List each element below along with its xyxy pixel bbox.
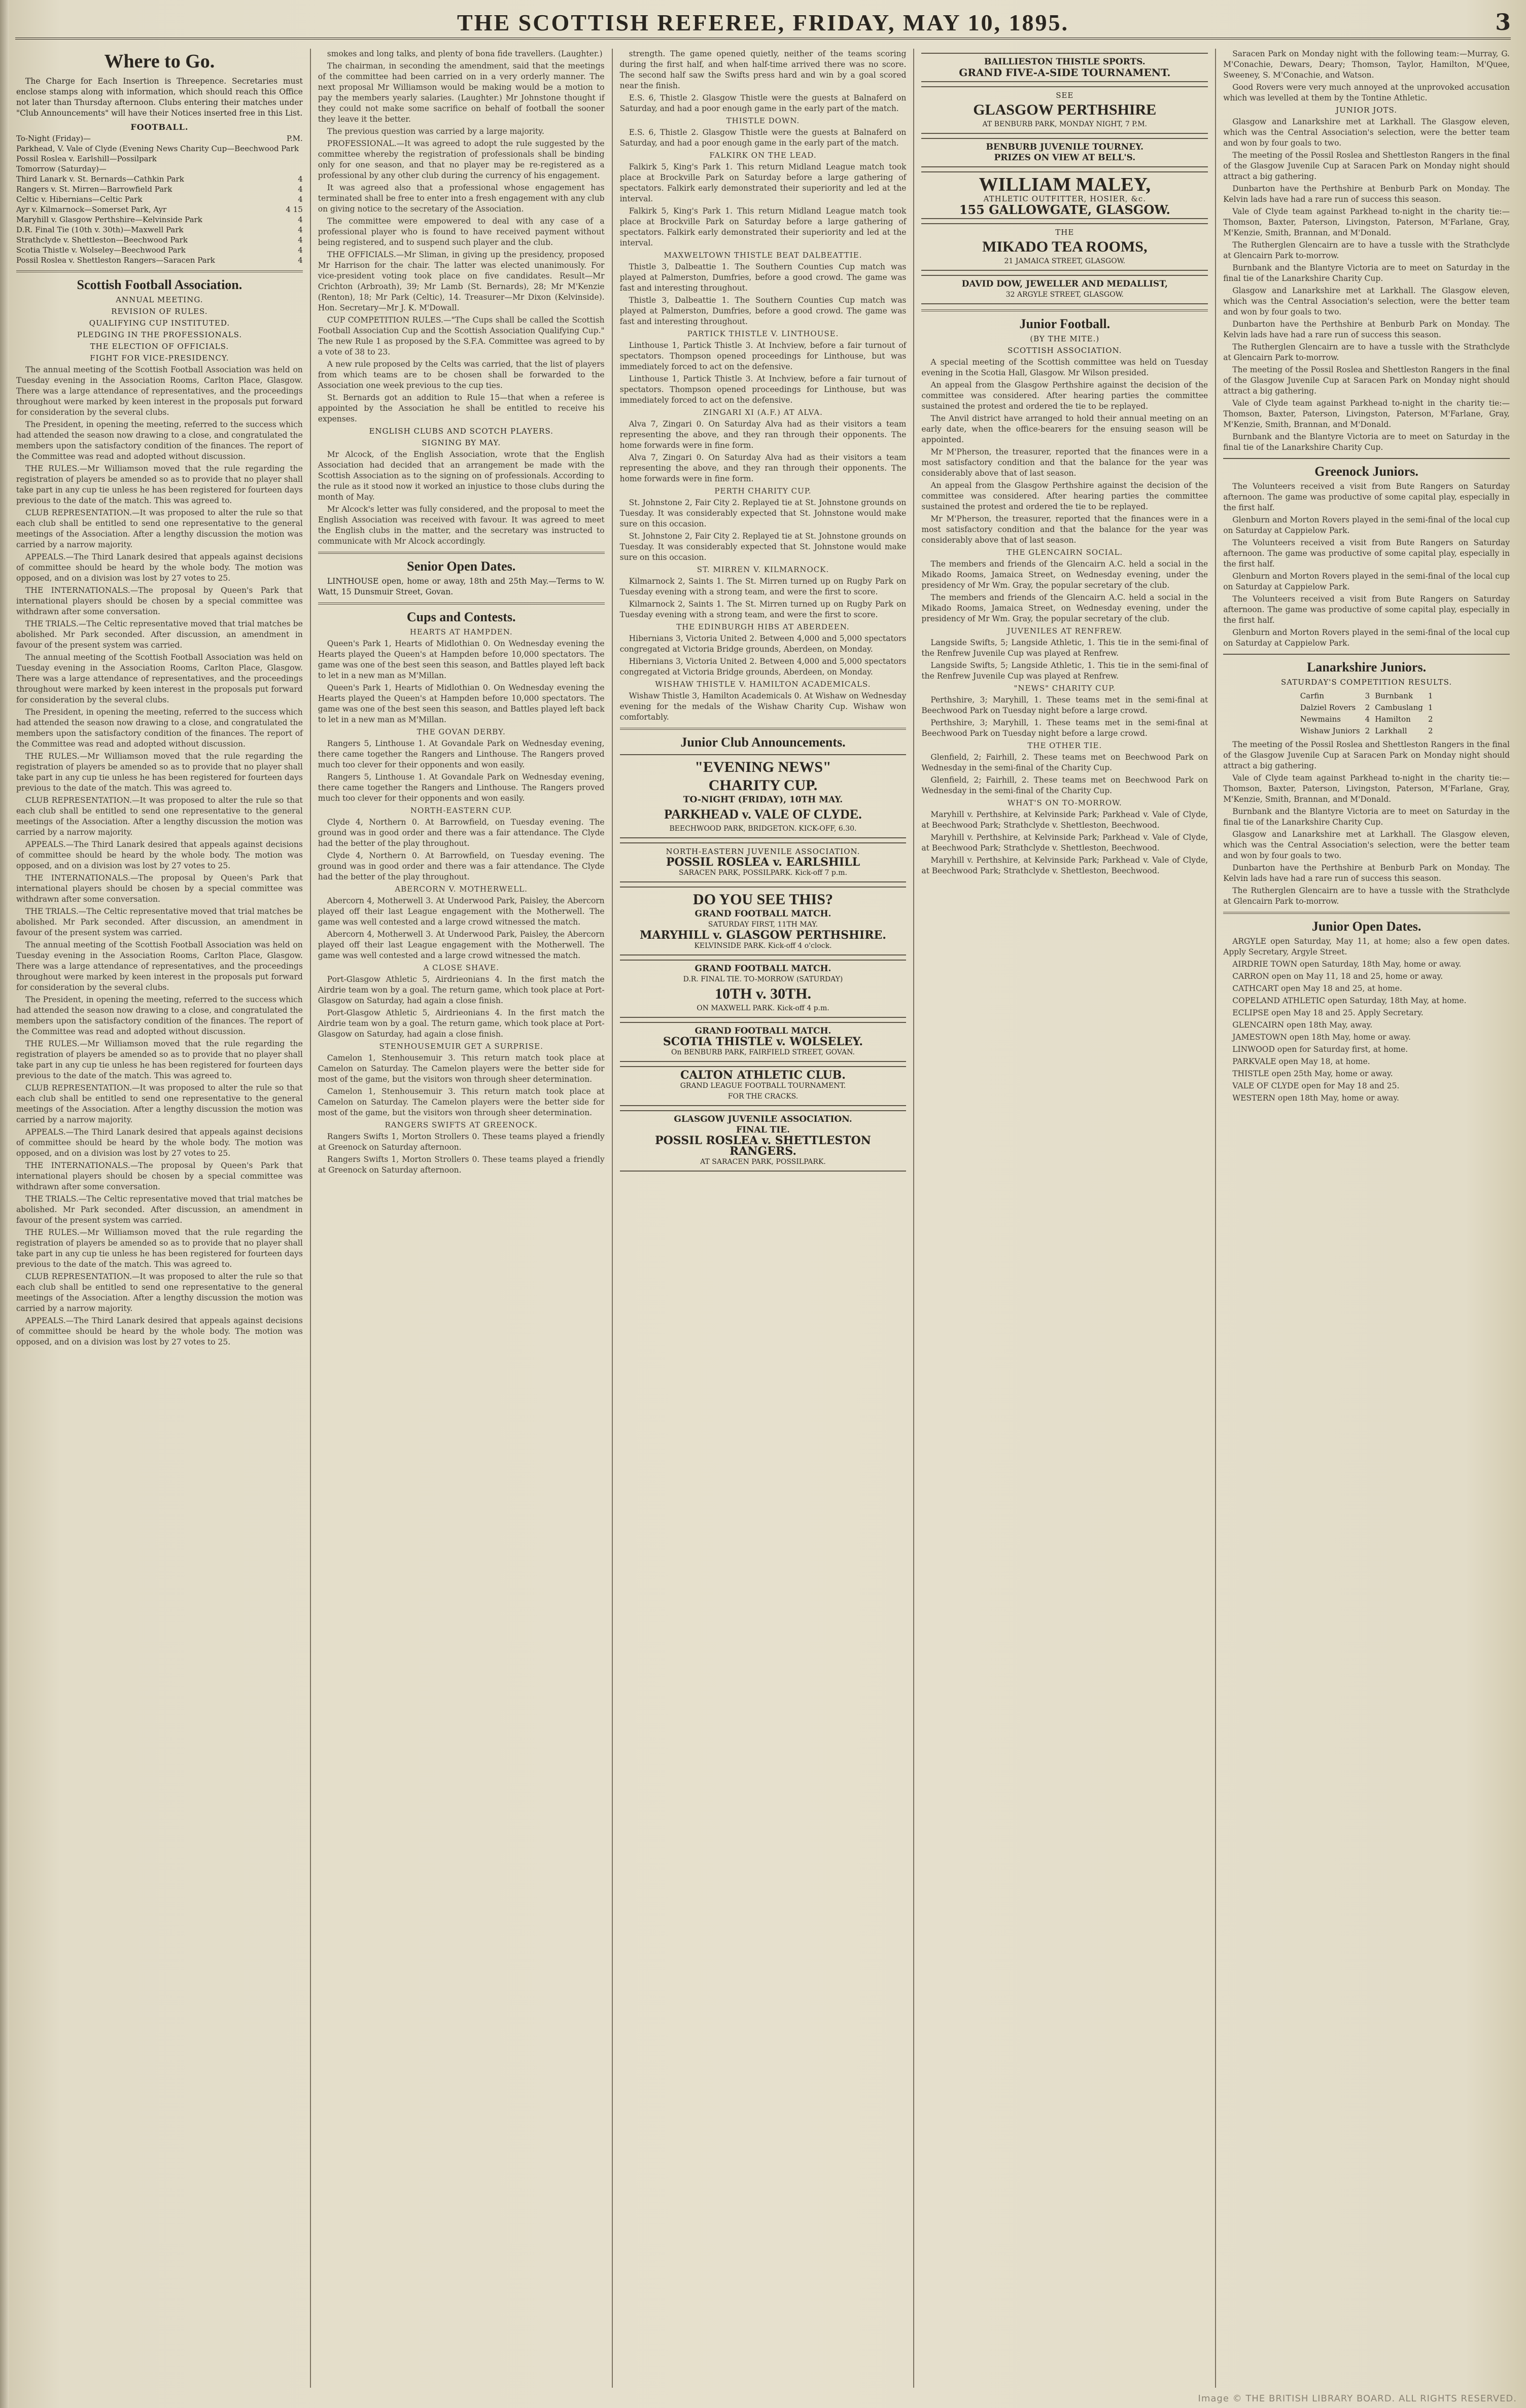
column-1	[9, 49, 311, 2388]
column-5	[1216, 49, 1517, 2388]
junior-open-dates-list: ARGYLE open Saturday, May 11, at home; also a few open dates. Apply Secretary, Argyle Street. AIRDRIE TOWN open Saturday, 18th May, home or away. CARRON open on May 11, 18 and 25, home or away. CATHCART open May 18 and 25, at home. COPELAND ATHLETIC open Saturday, 18th May, at home. ECLIPSE open May 18 and 25. Apply Secretary. GLENCAIRN open 18th May, away. JAMESTOWN open 18th May, home or away. LINWOOD open for Saturday first, at home. PARKVALE open May 18, at home. THISTLE open 25th May, home or away. VALE OF CLYDE open for May 18 and 25. WESTERN open 18th May, home or away.	[1223, 937, 1510, 1103]
sfa-subhead: FIGHT FOR VICE-PRESIDENCY.	[90, 353, 229, 363]
image-credit: Image © THE BRITISH LIBRARY BOARD. ALL RIGHTS RESERVED.	[1198, 2393, 1517, 2404]
greenock-juniors-article: The Volunteers received a visit from Bute Rangers on Saturday afternoon. The game was productive of some capital play, especially in the first half. Glenburn and Morton Rovers played in the semi-final of the local cup on Saturday at Cappielow Park. The Volunteers received a visit from Bute Rangers on Saturday afternoon. The game was productive of some capital play, especially in the first half. Glenburn and Morton Rovers played in the semi-final of the local cup on Saturday at Cappielow Park. The Volunteers received a visit from Bute Rangers on Saturday afternoon. The game was productive of some capital play, especially in the first half. Glenburn and Morton Rovers played in the semi-final of the local cup on Saturday at Cappielow Park.	[1223, 482, 1510, 648]
fixture-item: Possil Roslea v. Shettleston Rangers—Saracen Park 4	[16, 256, 303, 265]
senior-open-dates-text: LINTHOUSE open, home or away, 18th and 25th May.—Terms to W. Watt, 15 Dunsmuir Street, Govan.	[318, 577, 605, 596]
table-row: Carfin 3 Burnbank 1	[1300, 691, 1433, 700]
results-table	[1297, 690, 1436, 737]
divider	[1223, 912, 1510, 914]
divider	[1223, 458, 1510, 459]
junior-football-heading: Junior Football.	[1019, 316, 1111, 331]
perthshire-benburb-ad: SEE GLASGOW PERTHSHIRE AT BENBURB PARK, MONDAY NIGHT, 7 P.M.	[921, 86, 1208, 134]
north-eastern-juvenile-ad: NORTH-EASTERN JUVENILE ASSOCIATION. POSSIL ROSLEA v. EARLSHILL SARACEN PARK, POSSILPARK. Kick-off 7 p.m.	[620, 842, 907, 882]
english-clubs-heading: ENGLISH CLUBS AND SCOTCH PLAYERS.	[369, 427, 553, 436]
table-row: Wishaw Juniors 2 Larkhall 2	[1300, 726, 1433, 735]
masthead-title: THE SCOTTISH REFEREE, FRIDAY, MAY 10, 1895.	[457, 9, 1069, 36]
divider	[1223, 654, 1510, 655]
divider	[318, 552, 605, 554]
divider	[318, 603, 605, 605]
football-heading: FOOTBALL.	[130, 122, 189, 132]
english-clubs-article: Mr Alcock, of the English Association, wrote that the English Association had decided that an arrangement be made with the Scottish Association as to the signing on of professionals. According to the rule as it stood now it worked an injustice to those clubs during the month of May. Mr Alcock's letter was fully considered, and the proposal to meet the English Association was received with favour. It was agreed to meet the English clubs in the matter, and the secretary was instructed to communicate with Mr Alcock accordingly.	[318, 450, 605, 546]
scotia-wolseley-ad: GRAND FOOTBALL MATCH. SCOTIA THISTLE v. WOLSELEY. On BENBURB PARK, FAIRFIELD STREET, GOVAN.	[620, 1022, 907, 1062]
junior-open-dates-heading: Junior Open Dates.	[1311, 919, 1421, 934]
divider	[921, 309, 1208, 311]
column-2	[311, 49, 613, 2388]
william-maley-ad: WILLIAM MALEY, ATHLETIC OUTFITTER, HOSIER, &c. 155 GALLOWGATE, GLASGOW.	[921, 171, 1208, 219]
match-reports: strength. The game opened quietly, neither of the teams scoring during the first half, and when half-time arrived there was no score. The second half saw the Swifts press hard and win by a goal scored near the finish. E.S. 6, Thistle 2. Glasgow Thistle were the guests at Balnaferd on Saturday, and had a poor enough game in the early part of the match. THISTLE DOWN. E.S. 6, Thistle 2. Glasgow Thistle were the guests at Balnaferd on Saturday, and had a poor enough game in the early part of the match. FALKIRK ON THE LEAD. Falkirk 5, King's Park 1. This return Midland League match took place at Brockville Park on Saturday before a large gathering of spectators. Falkirk early demonstrated their superiority and led at the interval. Falkirk 5, King's Park 1. This return Midland League match took place at Brockville Park on Saturday before a large gathering of spectators. Falkirk early demonstrated their superiority and led at the interval. MAXWELTOWN THISTLE BEAT DALBEATTIE. Thistle 3, Dalbeattie 1. The Southern Counties Cup match was played at Palmerston, Dumfries, before a good crowd. The game was fast and interesting throughout. Thistle 3, Dalbeattie 1. The Southern Counties Cup match was played at Palmerston, Dumfries, before a good crowd. The game was fast and interesting throughout. PARTICK THISTLE V. LINTHOUSE. Linthouse 1, Partick Thistle 3. At Inchview, before a fair turnout of spectators. Thompson opened proceedings for Linthouse, but was immediately forced to act on the defensive. Linthouse 1, Partick Thistle 3. At Inchview, before a fair turnout of spectators. Thompson opened proceedings for Linthouse, but was immediately forced to act on the defensive. ZINGARI XI (A.F.) AT ALVA. Alva 7, Zingari 0. On Saturday Alva had as their visitors a team representing the above, and they ran through their opponents. The home forwards were in fine form. Alva 7, Zingari 0. On Saturday Alva had as their visitors a team representing the above, and they ran through their opponents. The home forwards were in fine form. PERTH CHARITY CUP. St. Johnstone 2, Fair City 2. Replayed tie at St. Johnstone grounds on Tuesday. It was considerably expected that St. Johnstone would make sure on this occasion. St. Johnstone 2, Fair City 2. Replayed tie at St. Johnstone grounds on Tuesday. It was considerably expected that St. Johnstone would make sure on this occasion. ST. MIRREN V. KILMARNOCK. Kilmarnock 2, Saints 1. The St. Mirren turned up on Rugby Park on Tuesday evening with a strong team, and were the first to score. Kilmarnock 2, Saints 1. The St. Mirren turned up on Rugby Park on Tuesday evening with a strong team, and were the first to score. THE EDINBURGH HIBS AT ABERDEEN. Hibernians 3, Victoria United 2. Between 4,000 and 5,000 spectators congregated at Victoria Bridge grounds, Aberdeen, on Monday. Hibernians 3, Victoria United 2. Between 4,000 and 5,000 spectators congregated at Victoria Bridge grounds, Aberdeen, on Monday. WISHAW THISTLE V. HAMILTON ACADEMICALS. Wishaw Thistle 3, Hamilton Academicals 0. At Wishaw on Wednesday evening for the medals of the Wishaw Charity Cup. Wishaw won comfortably.	[619, 49, 907, 722]
dr-final-tie-ad: GRAND FOOTBALL MATCH. D.R. FINAL TIE. TO-MORROW (SATURDAY) 10TH v. 30TH. ON MAXWELL PARK. Kick-off 4 p.m.	[620, 960, 907, 1018]
fixture-item: Rangers v. St. Mirren—Barrowfield Park 4	[16, 185, 303, 194]
divider	[16, 270, 303, 272]
evening-news-charity-cup-ad: "EVENING NEWS" CHARITY CUP. TO-NIGHT (FRIDAY), 10TH MAY. PARKHEAD v. VALE OF CLYDE. BEECHWOOD PARK, BRIDGETON. KICK-OFF, 6.30.	[620, 754, 907, 838]
lanarkshire-article: The meeting of the Possil Roslea and Shettleston Rangers in the final of the Glasgow Juvenile Cup at Saracen Park on Monday night should attract a big gathering. Vale of Clyde team against Parkhead to-night in the charity tie:—Thomson, Baxter, Paterson, Livingston, Paterson, M'Farlane, Gray, M'Kenzie, Smith, Brannan, and M'Donald. Burnbank and the Blantyre Victoria are to meet on Saturday in the final tie of the Lanarkshire Charity Cup. Glasgow and Lanarkshire met at Larkhall. The Glasgow eleven, which was the Central Association's selection, were the better team and won by four goals to two. Dunbarton have the Perthshire at Benburb Park on Monday. The Kelvin lads have had a rare run of success this season. The Rutherglen Glencairn are to have a tussle with the Strathclyde at Glencairn Park to-morrow.	[1223, 740, 1510, 906]
greenock-juniors-heading: Greenock Juniors.	[1314, 464, 1418, 479]
where-to-go-intro: The Charge for Each Insertion is Threepence. Secretaries must enclose stamps along with information, which should reach this Office not later than Thursday afternoon. Clubs entering their matches under "Club Announcements" will have their Notices inserted free in this List.	[16, 77, 303, 118]
maryhill-perthshire-ad: DO YOU SEE THIS? GRAND FOOTBALL MATCH. SATURDAY FIRST, 11TH MAY. MARYHILL v. GLASGOW PERTHSHIRE. KELVINSIDE PARK. Kick-off 4 o'clock.	[620, 887, 907, 955]
lanarkshire-results-subhead: SATURDAY'S COMPETITION RESULTS.	[1280, 678, 1452, 687]
cups-article: HEARTS AT HAMPDEN. Queen's Park 1, Hearts of Midlothian 0. On Wednesday evening the Hearts played the Queen's at Hampden before 10,000 spectators. The game was one of the best seen this season, and Battles played left back to let in a new man as M'Millan. Queen's Park 1, Hearts of Midlothian 0. On Wednesday evening the Hearts played the Queen's at Hampden before 10,000 spectators. The game was one of the best seen this season, and Battles played left back to let in a new man as M'Millan. THE GOVAN DERBY. Rangers 5, Linthouse 1. At Govandale Park on Wednesday evening, there came together the Rangers and Linthouse. The Rangers proved much too clever for their opponents and won easily. Rangers 5, Linthouse 1. At Govandale Park on Wednesday evening, there came together the Rangers and Linthouse. The Rangers proved much too clever for their opponents and won easily. NORTH-EASTERN CUP. Clyde 4, Northern 0. At Barrowfield, on Tuesday evening. The ground was in good order and there was a fair attendance. The Clyde had the better of the play throughout. Clyde 4, Northern 0. At Barrowfield, on Tuesday evening. The ground was in good order and there was a fair attendance. The Clyde had the better of the play throughout. ABERCORN V. MOTHERWELL. Abercorn 4, Motherwell 3. At Underwood Park, Paisley, the Abercorn played off their last League engagement with the Motherwell. The game was well contested and a large crowd witnessed the match. Abercorn 4, Motherwell 3. At Underwood Park, Paisley, the Abercorn played off their last League engagement with the Motherwell. The game was well contested and a large crowd witnessed the match. A CLOSE SHAVE. Port-Glasgow Athletic 5, Airdrieonians 4. In the first match the Airdrie team won by a goal. The return game, which took place at Port-Glasgow on Saturday, had again a close finish. Port-Glasgow Athletic 5, Airdrieonians 4. In the first match the Airdrie team won by a goal. The return game, which took place at Port-Glasgow on Saturday, had again a close finish. STENHOUSEMUIR GET A SURPRISE. Camelon 1, Stenhousemuir 3. This return match took place at Camelon on Saturday. The Camelon players were the better side for most of the game, but the visitors won through sheer determination. Camelon 1, Stenhousemuir 3. This return match took place at Camelon on Saturday. The Camelon players were the better side for most of the game, but the visitors won through sheer determination. RANGERS SWIFTS AT GREENOCK. Rangers Swifts 1, Morton Strollers 0. These teams played a friendly at Greenock on Saturday afternoon. Rangers Swifts 1, Morton Strollers 0. These teams played a friendly at Greenock on Saturday afternoon.	[318, 627, 605, 1175]
fixture-item: Third Lanark v. St. Bernards—Cathkin Park 4	[16, 174, 303, 184]
junior-notes-continued: Saracen Park on Monday night with the following team:—Murray, G. M'Conachie, Dewars, Deary; Thomson, Taylor, Hamilton, M'Quee, Sweeney, S. M'Conachie, and Watson. Good Rovers were very much annoyed at the unprovoked accusation which was levelled at them by the Tontine Athletic.	[1223, 49, 1510, 102]
table-row: Newmains 4 Hamilton 2	[1300, 715, 1433, 724]
masthead	[15, 7, 1511, 40]
junior-jots-article: Glasgow and Lanarkshire met at Larkhall. The Glasgow eleven, which was the Central Association's selection, were the better team and won by four goals to two. The meeting of the Possil Roslea and Shettleston Rangers in the final of the Glasgow Juvenile Cup at Saracen Park on Monday night should attract a big gathering. Dunbarton have the Perthshire at Benburb Park on Monday. The Kelvin lads have had a rare run of success this season. Vale of Clyde team against Parkhead to-night in the charity tie:—Thomson, Baxter, Paterson, Livingston, Paterson, M'Farlane, Gray, M'Kenzie, Smith, Brannan, and M'Donald. The Rutherglen Glencairn are to have a tussle with the Strathclyde at Glencairn Park to-morrow. Burnbank and the Blantyre Victoria are to meet on Saturday in the final tie of the Lanarkshire Charity Cup. Glasgow and Lanarkshire met at Larkhall. The Glasgow eleven, which was the Central Association's selection, were the better team and won by four goals to two. Dunbarton have the Perthshire at Benburb Park on Monday. The Kelvin lads have had a rare run of success this season. The Rutherglen Glencairn are to have a tussle with the Strathclyde at Glencairn Park to-morrow. The meeting of the Possil Roslea and Shettleston Rangers in the final of the Glasgow Juvenile Cup at Saracen Park on Monday night should attract a big gathering. Vale of Clyde team against Parkhead to-night in the charity tie:—Thomson, Baxter, Paterson, Livingston, Paterson, M'Farlane, Gray, M'Kenzie, Smith, Brannan, and M'Donald. Burnbank and the Blantyre Victoria are to meet on Saturday in the final tie of the Lanarkshire Charity Cup.	[1223, 117, 1510, 452]
junior-football-article: A special meeting of the Scottish committee was held on Tuesday evening in the Scotia Hall, Glasgow. Mr Wilson presided. An appeal from the Glasgow Perthshire against the decision of the committee was considered. After hearing parties the committee sustained the protest and ordered the tie to be replayed. The Anvil district have arranged to hold their annual meeting on an early date, when the office-bearers for the ensuing season will be appointed. Mr M'Pherson, the treasurer, reported that the finances were in a most satisfactory condition and that the balance for the year was considerably above that of last season. An appeal from the Glasgow Perthshire against the decision of the committee was considered. After hearing parties the committee sustained the protest and ordered the tie to be replayed. Mr M'Pherson, the treasurer, reported that the finances were in a most satisfactory condition and that the balance for the year was considerably above that of last season. THE GLENCAIRN SOCIAL. The members and friends of the Glencairn A.C. held a social in the Mikado Rooms, Jamaica Street, on Wednesday evening, under the presidency of Mr Wm. Gray, the popular secretary of the club. The members and friends of the Glencairn A.C. held a social in the Mikado Rooms, Jamaica Street, on Wednesday evening, under the presidency of Mr Wm. Gray, the popular secretary of the club. JUVENILES AT RENFREW. Langside Swifts, 5; Langside Athletic, 1. This tie in the semi-final of the Renfrew Juvenile Cup was played at Renfrew. Langside Swifts, 5; Langside Athletic, 1. This tie in the semi-final of the Renfrew Juvenile Cup was played at Renfrew. "NEWS" CHARITY CUP. Perthshire, 3; Maryhill, 1. These teams met in the semi-final at Beechwood Park on Tuesday night before a large crowd. Perthshire, 3; Maryhill, 1. These teams met in the semi-final at Beechwood Park on Tuesday night before a large crowd. THE OTHER TIE. Glenfield, 2; Fairhill, 2. These teams met on Beechwood Park on Wednesday in the semi-final of the Charity Cup. Glenfield, 2; Fairhill, 2. These teams met on Beechwood Park on Wednesday in the semi-final of the Charity Cup. WHAT'S ON TO-MORROW. Maryhill v. Perthshire, at Kelvinside Park; Parkhead v. Vale of Clyde, at Beechwood Park; Strathclyde v. Shettleston, Beechwood. Maryhill v. Perthshire, at Kelvinside Park; Parkhead v. Vale of Clyde, at Beechwood Park; Strathclyde v. Shettleston, Beechwood. Maryhill v. Perthshire, at Kelvinside Park; Parkhead v. Vale of Clyde, at Beechwood Park; Strathclyde v. Shettleston, Beechwood.	[921, 358, 1208, 875]
divider	[620, 728, 907, 730]
english-clubs-subhead: SIGNING BY MAY.	[422, 438, 501, 447]
page-gutter-shadow	[0, 0, 9, 2408]
sfa-subhead: PLEDGING IN THE PROFESSIONALS.	[77, 330, 242, 339]
sfa-heading: Scottish Football Association.	[77, 277, 242, 292]
fixture-item: Strathclyde v. Shettleston—Beechwood Park 4	[16, 235, 303, 244]
page-number: 3	[1495, 9, 1511, 36]
sfa-subhead: ANNUAL MEETING.	[116, 295, 203, 304]
junior-football-byline: (BY THE MITE.)	[1030, 334, 1100, 343]
fixture-item: Celtic v. Hibernians—Celtic Park 4	[16, 195, 303, 204]
senior-open-dates-heading: Senior Open Dates.	[407, 559, 516, 574]
columns	[9, 49, 1517, 2388]
table-row: Dalziel Rovers 2 Cambuslang 1	[1300, 703, 1433, 712]
fixture-item: To-Night (Friday)— P.M.	[16, 134, 303, 143]
junior-jots-heading: JUNIOR JOTS.	[1336, 105, 1398, 115]
mikado-tea-rooms-ad: THE MIKADO TEA ROOMS, 21 JAMAICA STREET, GLASGOW.	[921, 223, 1208, 271]
calton-athletic-ad: CALTON ATHLETIC CLUB. GRAND LEAGUE FOOTBALL TOURNAMENT. FOR THE CRACKS.	[620, 1066, 907, 1106]
fixture-list	[16, 133, 303, 265]
where-to-go-heading: Where to Go.	[104, 51, 215, 72]
fixture-item: Possil Roslea v. Earlshill—Possilpark	[16, 154, 157, 163]
rules-article-continued: smokes and long talks, and plenty of bona fide travellers. (Laughter.) The chairman, in seconding the amendment, said that the meetings of the committee had been carried on in a very orderly manner. The next proposal Mr Williamson would be making would be a motion to pay the members yearly salaries. (Laughter.) Mr Johnstone thought if they could not make some sacrifice on behalf of football the sooner they leave it the better. The previous question was carried by a large majority. PROFESSIONAL.—It was agreed to adopt the rule suggested by the committee whereby the registration of professionals shall be binding only for one season, and that no player may be re-registered as a professional by any other club during the currency of his engagement. It was agreed also that a professional whose engagement has terminated shall be free to enter into a fresh engagement with any club on giving notice to the secretary of the Association. The committee were empowered to deal with any case of a professional player who is found to have received payment without being registered, and to suspend such player and the club. THE OFFICIALS.—Mr Sliman, in giving up the presidency, proposed Mr Harrison for the chair. The latter was elected unanimously. For vice-president voting took place on five candidates. Result—Mr Crichton (Arbroath), 39; Mr Lamb (St. Bernards), 28; Mr M'Kenzie (Renton), 18; Mr Park (Celtic), 14. Treasurer—Mr Dixon (Kelvinside). Hon. Secretary—Mr J. K. M'Dowall. CUP COMPETITION RULES.—"The Cups shall be called the Scottish Football Association Cup and the Scottish Association Qualifying Cup." The new Rule 1 as proposed by the S.F.A. Committee was agreed to by a vote of 38 to 23. A new rule proposed by the Celts was carried, that the list of players from which teams are to be chosen shall be forwarded to the Association one week previous to the cup ties. St. Bernards got an addition to Rule 15—that when a referee is appointed by the Association he shall be entitled to receive his expenses.	[318, 49, 605, 423]
junior-club-announcements-heading: Junior Club Announcements.	[680, 735, 846, 750]
fixture-item: Tomorrow (Saturday)—	[16, 164, 107, 173]
lanarkshire-juniors-heading: Lanarkshire Juniors.	[1307, 660, 1427, 675]
sfa-subhead: REVISION OF RULES.	[111, 307, 208, 316]
fixture-item: Maryhill v. Glasgow Perthshire—Kelvinside Park 4	[16, 215, 303, 224]
fixture-item: Scotia Thistle v. Wolseley—Beechwood Park 4	[16, 245, 303, 255]
sfa-subhead: THE ELECTION OF OFFICIALS.	[90, 342, 229, 351]
sfa-article: The annual meeting of the Scottish Football Association was held on Tuesday evening in the Association Rooms, Carlton Place, Glasgow. There was a large attendance of representatives, and the proceedings throughout were marked by keen interest in the proposals put forward for consideration by the several clubs. The President, in opening the meeting, referred to the success which had attended the season now drawing to a close, and congratulated the members upon the satisfactory condition of the finances. The report of the Committee was read and adopted without discussion. THE RULES.—Mr Williamson moved that the rule regarding the registration of players be amended so as to provide that no player shall take part in any cup tie unless he has been registered for fourteen days previous to the date of the match. This was agreed to. CLUB REPRESENTATION.—It was proposed to alter the rule so that each club shall be entitled to send one representative to the general meetings of the Association. After a lengthy discussion the motion was carried by a narrow majority. APPEALS.—The Third Lanark desired that appeals against decisions of committee should be heard by the whole body. The motion was opposed, and on a division was lost by 27 votes to 25. THE INTERNATIONALS.—The proposal by Queen's Park that international players should be chosen by a special committee was withdrawn after some conversation. THE TRIALS.—The Celtic representative moved that trial matches be abolished. Mr Park seconded. After discussion, an amendment in favour of the present system was carried. The annual meeting of the Scottish Football Association was held on Tuesday evening in the Association Rooms, Carlton Place, Glasgow. There was a large attendance of representatives, and the proceedings throughout were marked by keen interest in the proposals put forward for consideration by the several clubs. The President, in opening the meeting, referred to the success which had attended the season now drawing to a close, and congratulated the members upon the satisfactory condition of the finances. The report of the Committee was read and adopted without discussion. THE RULES.—Mr Williamson moved that the rule regarding the registration of players be amended so as to provide that no player shall take part in any cup tie unless he has been registered for fourteen days previous to the date of the match. This was agreed to. CLUB REPRESENTATION.—It was proposed to alter the rule so that each club shall be entitled to send one representative to the general meetings of the Association. After a lengthy discussion the motion was carried by a narrow majority. APPEALS.—The Third Lanark desired that appeals against decisions of committee should be heard by the whole body. The motion was opposed, and on a division was lost by 27 votes to 25. THE INTERNATIONALS.—The proposal by Queen's Park that international players should be chosen by a special committee was withdrawn after some conversation. THE TRIALS.—The Celtic representative moved that trial matches be abolished. Mr Park seconded. After discussion, an amendment in favour of the present system was carried. The annual meeting of the Scottish Football Association was held on Tuesday evening in the Association Rooms, Carlton Place, Glasgow. There was a large attendance of representatives, and the proceedings throughout were marked by keen interest in the proposals put forward for consideration by the several clubs. The President, in opening the meeting, referred to the success which had attended the season now drawing to a close, and congratulated the members upon the satisfactory condition of the finances. The report of the Committee was read and adopted without discussion. THE RULES.—Mr Williamson moved that the rule regarding the registration of players be amended so as to provide that no player shall take part in any cup tie unless he has been registered for fourteen days previous to the date of the match. This was agreed to. CLUB REPRESENTATION.—It was proposed to alter the rule so that each club shall be entitled to send one representative to the general meetings of the Association. After a lengthy discussion the motion was carried by a narrow majority. APPEALS.—The Third Lanark desired that appeals against decisions of committee should be heard by the whole body. The motion was opposed, and on a division was lost by 27 votes to 25. THE INTERNATIONALS.—The proposal by Queen's Park that international players should be chosen by a special committee was withdrawn after some conversation. THE TRIALS.—The Celtic representative moved that trial matches be abolished. Mr Park seconded. After discussion, an amendment in favour of the present system was carried. THE RULES.—Mr Williamson moved that the rule regarding the registration of players be amended so as to provide that no player shall take part in any cup tie unless he has been registered for fourteen days previous to the date of the match. This was agreed to. CLUB REPRESENTATION.—It was proposed to alter the rule so that each club shall be entitled to send one representative to the general meetings of the Association. After a lengthy discussion the motion was carried by a narrow majority. APPEALS.—The Third Lanark desired that appeals against decisions of committee should be heard by the whole body. The motion was opposed, and on a division was lost by 27 votes to 25.	[16, 365, 303, 1347]
glasgow-juvenile-final-ad: GLASGOW JUVENILE ASSOCIATION. FINAL TIE. POSSIL ROSLEA v. SHETTLESTON RANGERS. AT SARACEN PARK, POSSILPARK.	[620, 1110, 907, 1172]
fixture-item: D.R. Final Tie (10th v. 30th)—Maxwell Park 4	[16, 225, 303, 234]
column-3	[613, 49, 915, 2388]
benburb-tourney-ad: BENBURB JUVENILE TOURNEY. PRIZES ON VIEW AT BELL'S.	[921, 138, 1208, 167]
david-dow-jeweller-ad: DAVID DOW, JEWELLER AND MEDALLIST, 32 ARGYLE STREET, GLASGOW.	[921, 275, 1208, 304]
sfa-subhead: QUALIFYING CUP INSTITUTED.	[89, 318, 230, 328]
fixture-item: Parkhead, V. Vale of Clyde (Evening News Charity Cup—Beechwood Park	[16, 144, 299, 153]
cups-and-contests-heading: Cups and Contests.	[406, 610, 516, 624]
column-4	[914, 49, 1216, 2388]
baillieston-sports-ad: BAILLIESTON THISTLE SPORTS. GRAND FIVE-A-SIDE TOURNAMENT.	[921, 53, 1208, 82]
fixture-item: Ayr v. Kilmarnock—Somerset Park, Ayr 4 15	[16, 205, 303, 214]
scottish-association-subhead: SCOTTISH ASSOCIATION.	[1008, 346, 1122, 355]
